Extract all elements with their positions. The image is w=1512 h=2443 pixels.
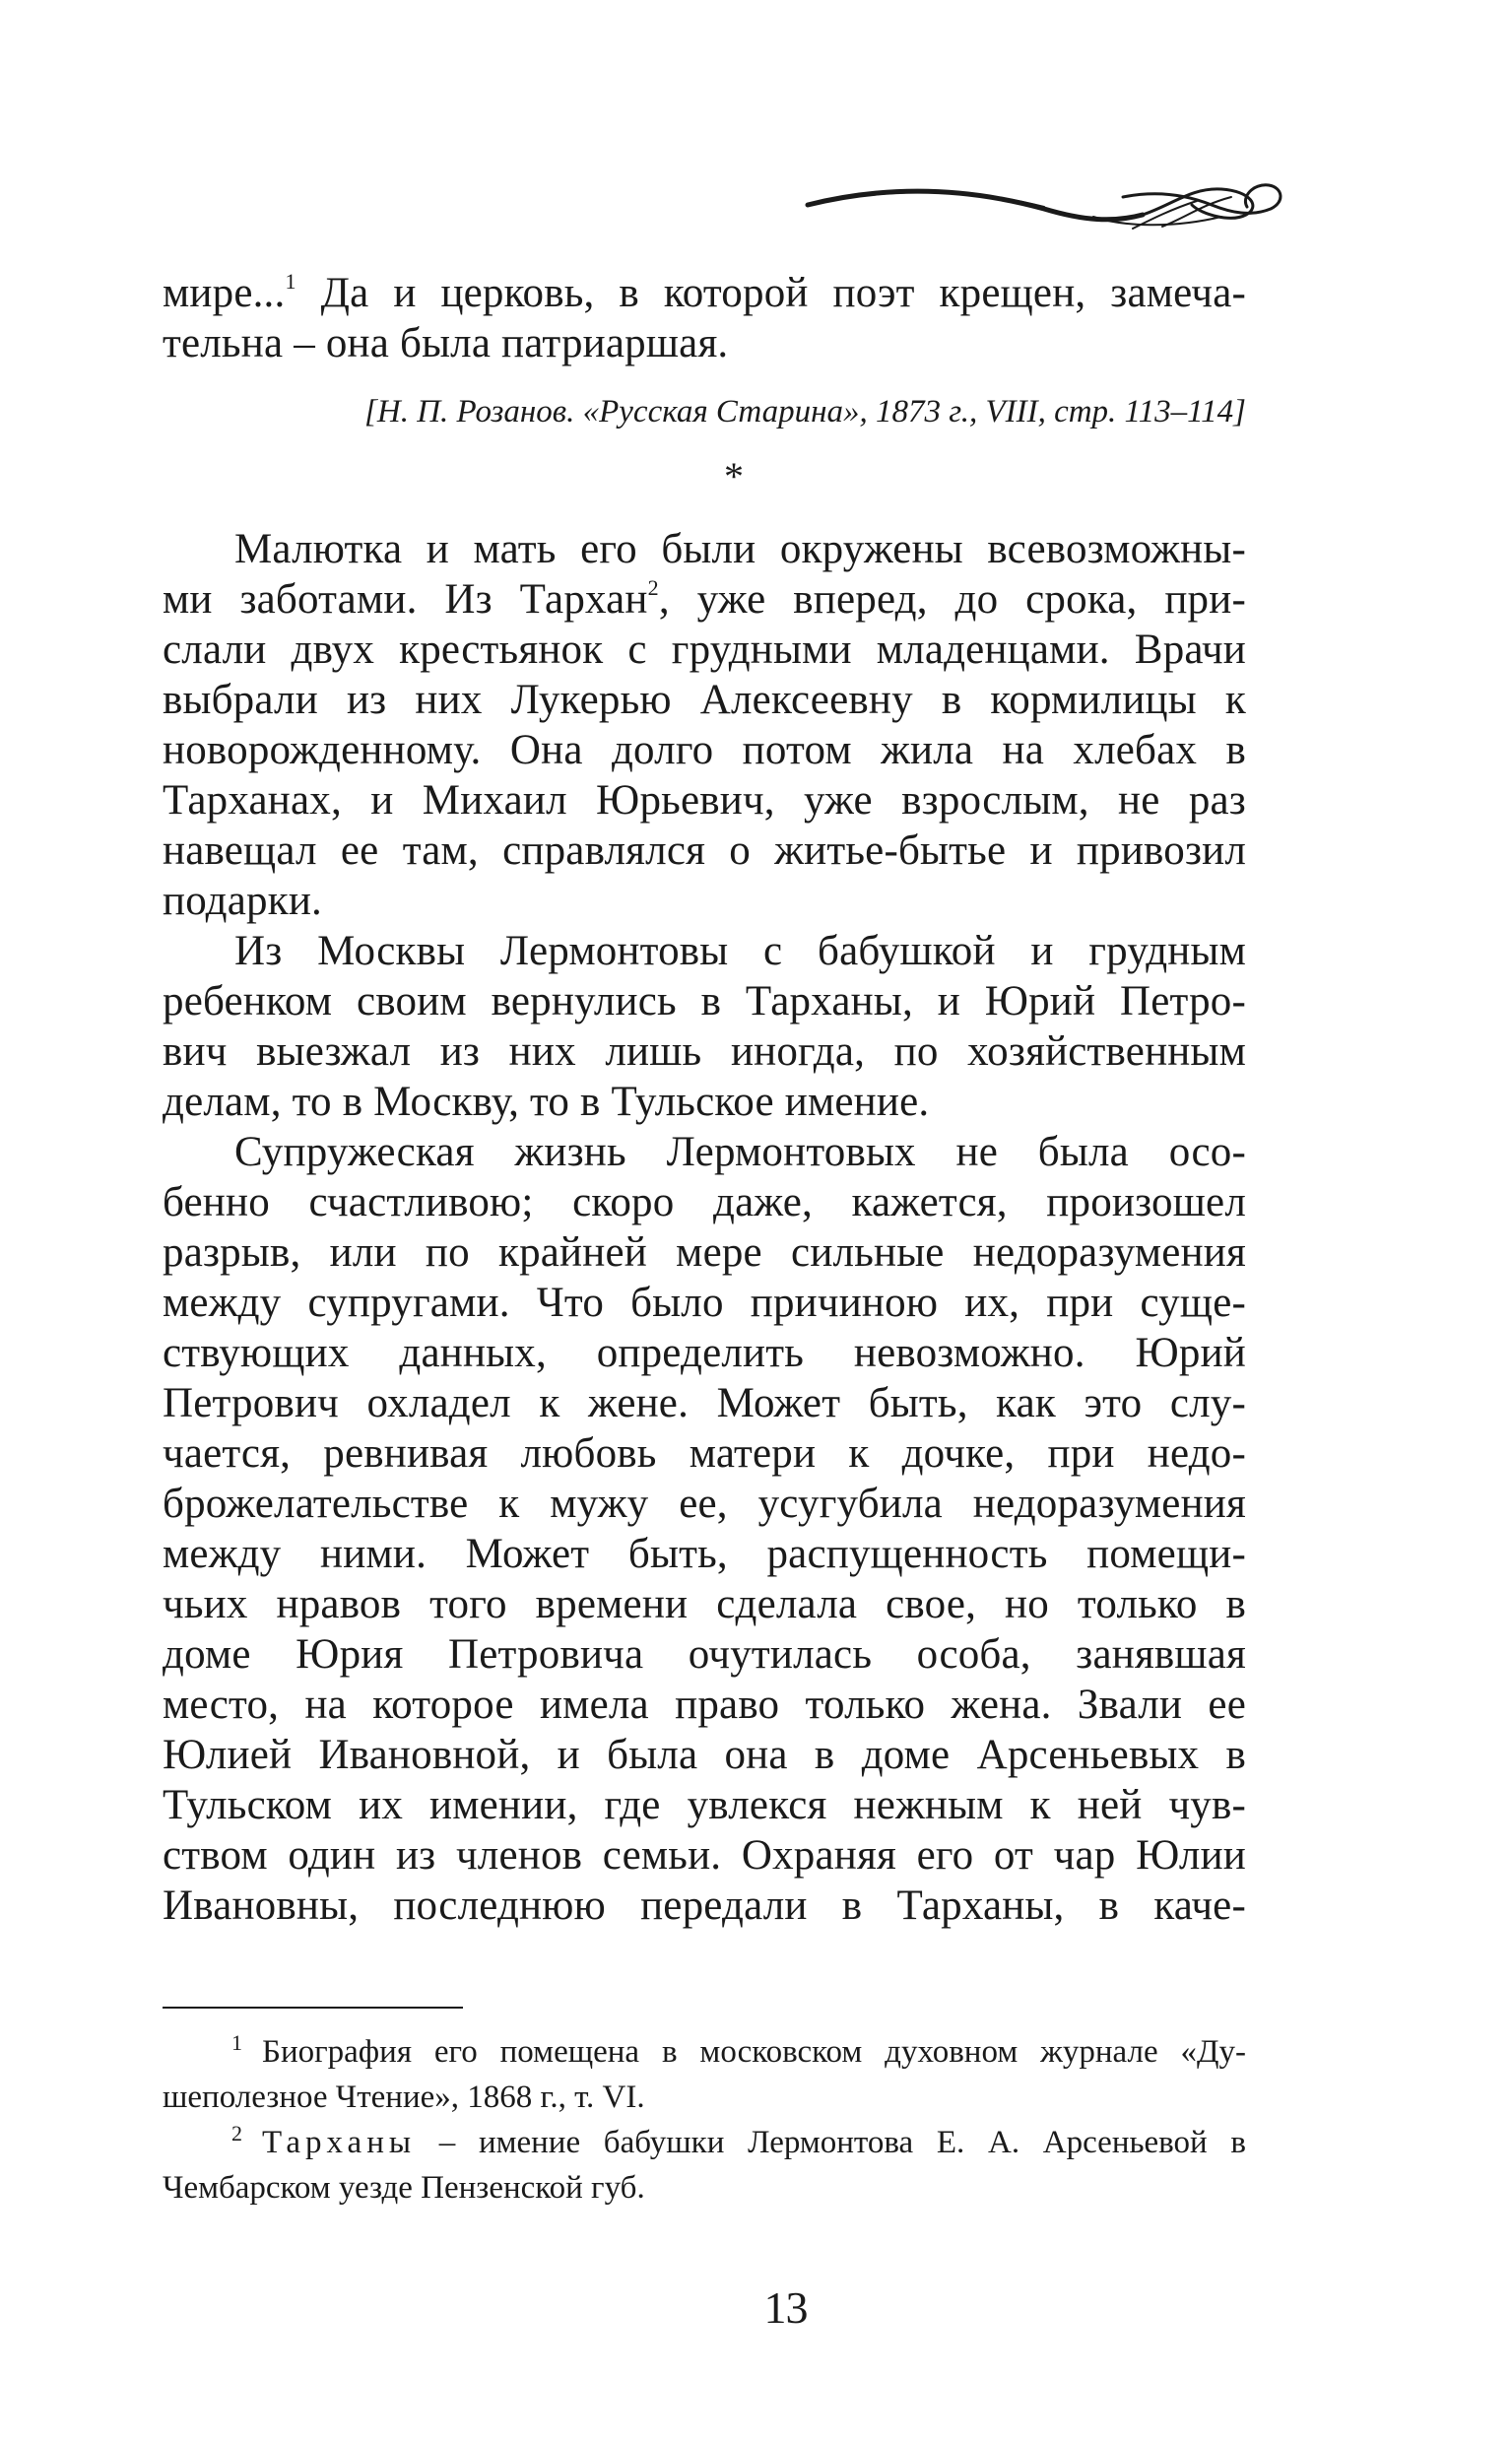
footnote-1: $^1$ Биография его помещена в московском духовном журнале «Ду- — [231, 2030, 1246, 2070]
paragraph-line: место, на которое имела право только жена. Звали ее — [163, 1682, 1246, 1728]
paragraph-line: ством один из членов семьи. Охраняя его от чар Юлии — [163, 1832, 1246, 1879]
footnote-term: Тарханы — [262, 2125, 417, 2160]
quote-line-1: мире...$^1$ Да и церковь, в которой поэт крещен, замеча- — [163, 269, 1246, 316]
paragraph-line: Петрович охладел к жене. Может быть, как это слу- — [163, 1380, 1246, 1426]
paragraph-line: Супружеская жизнь Лермонтовых не была осо- — [234, 1129, 1246, 1175]
flourish-ornament — [798, 158, 1290, 246]
footnotes — [163, 2029, 1246, 2211]
paragraph-line: слали двух крестьянок с грудными младенцами. Врачи — [163, 627, 1246, 673]
paragraph-line: вич выезжал из них лишь иногда, по хозяйственным — [163, 1028, 1246, 1075]
paragraph-line: ми заботами. Из Тархан$^2$, уже вперед, до срока, при- — [163, 575, 1246, 623]
quote-line-2: тельна – она была патриаршая. — [163, 320, 729, 366]
paragraph-line: навещал ее там, справлялся о житье-бытье и привозил — [163, 827, 1246, 874]
page-body — [163, 268, 1246, 1931]
source-attribution: [Н. П. Розанов. «Русская Старина», 1873 г., VIII, стр. 113–114] — [364, 394, 1246, 429]
footnote-ref-2[interactable]: 2 — [647, 575, 659, 600]
paragraph-line: подарки. — [163, 878, 322, 924]
paragraph-line: бенно счастливою; скоро даже, кажется, произошел — [163, 1179, 1246, 1225]
paragraph-line: брожелательстве к мужу ее, усугубила недоразумения — [163, 1481, 1246, 1527]
paragraph-line: Из Москвы Лермонтовы с бабушкой и грудным — [234, 928, 1246, 974]
paragraph-line: делам, то в Москву, то в Тульское имение. — [163, 1079, 930, 1125]
footnote-1-cont: шеполезное Чтение», 1868 г., т. VI. — [163, 2080, 645, 2115]
footnote-number: 2 — [231, 2121, 242, 2146]
paragraph-line: доме Юрия Петровича очутилась особа, занявшая — [163, 1631, 1246, 1678]
paragraph-line: чьих нравов того времени сделала свое, но только в — [163, 1581, 1246, 1627]
section-separator: * — [724, 454, 744, 498]
footnote-number: 1 — [231, 2030, 242, 2055]
paragraph-line: выбрали из них Лукерью Алексеевну в кормилицы к — [163, 677, 1246, 723]
footnote-2: $^2$ Тарханы – имение бабушки Лермонтова Е. А. Арсеньевой в — [231, 2121, 1246, 2160]
paragraph-3 — [163, 1127, 1246, 1931]
paragraph-line: новорожденному. Она долго потом жила на хлебах в — [163, 727, 1246, 773]
footnote-2-cont: Чембарском уезде Пензенской губ. — [163, 2170, 645, 2206]
paragraph-line: чается, ревнивая любовь матери к дочке, при недо- — [163, 1430, 1246, 1477]
paragraph-line: Тульском их имении, где увлекся нежным к ней чув- — [163, 1782, 1246, 1828]
footnote-ref-1[interactable]: 1 — [285, 269, 296, 294]
paragraph-line: Тарханах, и Михаил Юрьевич, уже взрослым, не раз — [163, 777, 1246, 824]
paragraph-1 — [163, 524, 1246, 926]
paragraph-line: разрыв, или по крайней мере сильные недоразумения — [163, 1229, 1246, 1276]
paragraph-line: ребенком своим вернулись в Тарханы, и Юрий Петро- — [163, 978, 1246, 1024]
paragraph-line: между супругами. Что было причиною их, при суще- — [163, 1280, 1246, 1326]
paragraph-2 — [163, 926, 1246, 1127]
paragraph-line: между ними. Может быть, распущенность помещи- — [163, 1531, 1246, 1577]
paragraph-line: Юлией Ивановной, и была она в доме Арсеньевых в — [163, 1732, 1246, 1778]
footnote-divider — [163, 2007, 463, 2009]
paragraph-line: ствующих данных, определить невозможно. Юрий — [163, 1330, 1246, 1376]
page-number: 13 — [763, 2282, 808, 2333]
paragraph-line: Малютка и мать его были окружены всевозможны- — [234, 526, 1246, 572]
paragraph-line: Ивановны, последнюю передали в Тарханы, в каче- — [163, 1882, 1246, 1929]
